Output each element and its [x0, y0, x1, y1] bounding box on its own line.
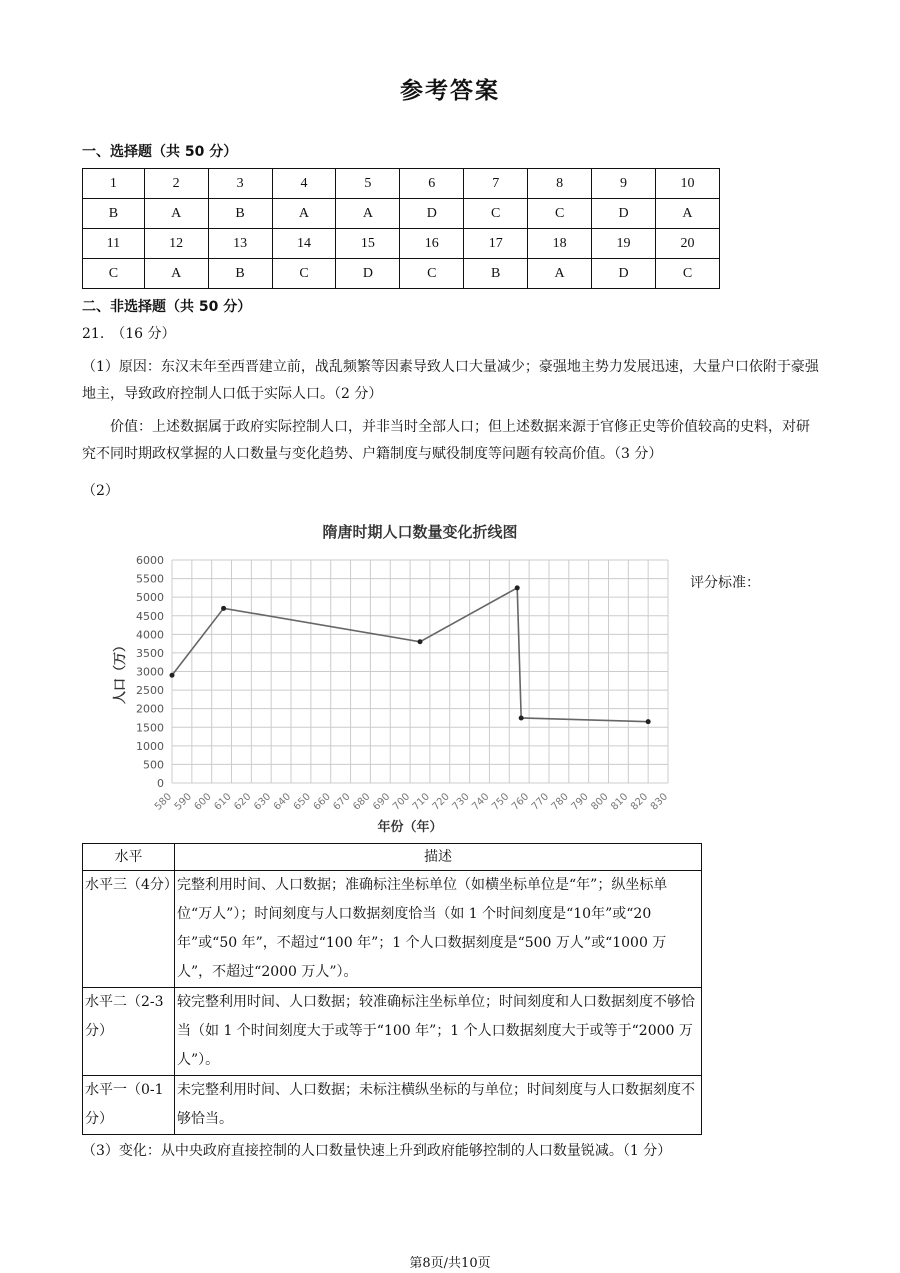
- x-tick-label: 590: [172, 791, 194, 813]
- answer-table-cell: B: [83, 199, 145, 229]
- x-tick-label: 640: [271, 791, 294, 813]
- answer-table-cell: 20: [655, 229, 719, 259]
- x-tick-label: 800: [589, 791, 611, 813]
- answer-paragraph-2: 价值：上述数据属于政府实际控制人口，并非当时全部人口；但上述数据来源于官修正史等价值较高的史料，对研究不同时期政权掌握的人口数量与变化趋势、户籍制度与赋役制度等问题有较高价值。（3 分）: [82, 419, 810, 462]
- y-tick-label: 4000: [136, 628, 164, 642]
- answer-table-cell: D: [336, 259, 400, 289]
- data-point: [418, 639, 423, 644]
- level-name: 水平二（2-3分）: [83, 988, 175, 1076]
- answer-table-cell: A: [272, 199, 336, 229]
- answer-table-cell: 3: [208, 169, 272, 199]
- level-description: 完整利用时间、人口数据；准确标注坐标单位（如横坐标单位是“年”；纵坐标单位“万人”）；时间刻度与人口数据刻度恰当（如 1 个时间刻度是“10年”或“20 年”或“50 年”，不超过“100 年”；1 个人口数据刻度是“500 万人”或“1000 万人”，不超过“2000 万人”）。: [175, 871, 702, 988]
- y-tick-label: 3000: [136, 665, 164, 679]
- x-tick-label: 610: [212, 791, 234, 813]
- data-point: [515, 585, 520, 590]
- answer-table-cell: 1: [83, 169, 145, 199]
- data-point: [170, 673, 175, 678]
- scoring-row: [83, 871, 702, 988]
- scoring-header-cell: 描述: [175, 844, 702, 871]
- line-chart: [100, 515, 680, 845]
- scoring-table: [82, 843, 702, 1135]
- answer-table-row: [83, 229, 720, 259]
- answer-table-cell: C: [464, 199, 528, 229]
- x-tick-label: 630: [252, 791, 274, 813]
- y-tick-label: 5000: [136, 591, 164, 605]
- answer-table-cell: 10: [655, 169, 719, 199]
- answer-table-cell: 2: [144, 169, 208, 199]
- answer-table-cell: 4: [272, 169, 336, 199]
- answer-table-cell: A: [528, 259, 592, 289]
- section-heading-choice: 一、选择题（共 50 分）: [82, 144, 238, 160]
- scoring-row: [83, 1076, 702, 1135]
- y-tick-label: 3500: [136, 646, 164, 660]
- data-point: [646, 719, 651, 724]
- x-tick-label: 680: [351, 791, 373, 813]
- answer-table-cell: D: [592, 199, 656, 229]
- answer-table-cell: C: [83, 259, 145, 289]
- answer-table-cell: D: [592, 259, 656, 289]
- answer-table-cell: C: [400, 259, 464, 289]
- page-title: 参考答案: [400, 78, 500, 104]
- x-tick-label: 580: [152, 791, 175, 813]
- data-point: [519, 715, 524, 720]
- answer-table-cell: C: [528, 199, 592, 229]
- answer-table-cell: 9: [592, 169, 656, 199]
- answer-table-cell: B: [464, 259, 528, 289]
- answer-table-cell: A: [655, 199, 719, 229]
- question-number: 21. （16 分）: [82, 326, 176, 342]
- answer-table-cell: 15: [336, 229, 400, 259]
- answer-table-cell: 5: [336, 169, 400, 199]
- y-tick-label: 500: [143, 758, 164, 772]
- x-tick-label: 600: [192, 791, 214, 813]
- answer-table-row: [83, 169, 720, 199]
- x-tick-label: 660: [311, 791, 333, 813]
- x-tick-label: 830: [648, 791, 671, 813]
- y-tick-label: 2500: [136, 684, 164, 698]
- chart-title: 隋唐时期人口数量变化折线图: [322, 523, 518, 541]
- answer-table-cell: 16: [400, 229, 464, 259]
- x-tick-label: 670: [331, 791, 353, 813]
- answer-table-cell: 14: [272, 229, 336, 259]
- y-tick-label: 5500: [136, 572, 164, 586]
- page-footer: 第8页/共10页: [409, 1256, 491, 1271]
- x-tick-label: 620: [232, 791, 254, 813]
- section-heading-nonchoice: 二、非选择题（共 50 分）: [82, 299, 252, 315]
- answer-table-cell: 8: [528, 169, 592, 199]
- answer-table: [82, 168, 720, 289]
- answer-table-row: [83, 259, 720, 289]
- answer-table-cell: 19: [592, 229, 656, 259]
- answer-table-cell: 11: [83, 229, 145, 259]
- answer-table-cell: 18: [528, 229, 592, 259]
- answer-table-row: [83, 199, 720, 229]
- x-tick-label: 710: [410, 791, 433, 813]
- y-tick-label: 4500: [136, 609, 164, 623]
- scoring-criteria-label: 评分标准：: [690, 575, 760, 591]
- answer-table-cell: 13: [208, 229, 272, 259]
- y-tick-label: 1500: [136, 721, 164, 735]
- x-tick-label: 820: [629, 791, 651, 813]
- level-name: 水平一（0-1分）: [83, 1076, 175, 1135]
- answer-table-cell: A: [336, 199, 400, 229]
- x-tick-label: 650: [291, 791, 314, 813]
- x-tick-label: 780: [549, 791, 571, 813]
- answer-table-cell: C: [272, 259, 336, 289]
- answer-paragraph-3: （2）: [82, 483, 119, 499]
- x-tick-label: 690: [371, 791, 393, 813]
- scoring-row: [83, 988, 702, 1076]
- scoring-table-header: [83, 844, 702, 871]
- answer-table-cell: 7: [464, 169, 528, 199]
- x-tick-label: 700: [390, 791, 413, 813]
- data-point: [221, 606, 226, 611]
- answer-paragraph-1: （1）原因：东汉末年至西晋建立前，战乱频繁等因素导致人口大量减少；豪强地主势力发展迅速，大量户口依附于豪强地主，导致政府控制人口低于实际人口。（2 分）: [82, 359, 819, 402]
- y-tick-label: 2000: [136, 702, 164, 716]
- x-tick-label: 760: [509, 791, 532, 813]
- level-description: 未完整利用时间、人口数据；未标注横纵坐标的与单位；时间刻度与人口数据刻度不够恰当。: [175, 1076, 702, 1135]
- answer-table-cell: B: [208, 199, 272, 229]
- y-tick-label: 1000: [136, 739, 164, 753]
- y-tick-label: 0: [157, 777, 164, 790]
- level-name: 水平三（4分）: [83, 871, 175, 988]
- x-tick-label: 740: [470, 791, 492, 813]
- x-tick-label: 750: [490, 791, 512, 813]
- answer-table-cell: 6: [400, 169, 464, 199]
- x-tick-label: 720: [430, 791, 452, 813]
- y-tick-label: 6000: [136, 554, 164, 567]
- x-tick-label: 730: [450, 791, 472, 813]
- scoring-header-cell: 水平: [83, 844, 175, 871]
- x-axis-label: 年份（年）: [377, 820, 443, 835]
- answer-table-cell: 17: [464, 229, 528, 259]
- answer-table-cell: A: [144, 199, 208, 229]
- answer-paragraph-4: （3）变化：从中央政府直接控制的人口数量快速上升到政府能够控制的人口数量锐减。（1 分）: [82, 1143, 672, 1159]
- x-tick-label: 790: [569, 791, 591, 813]
- answer-table-cell: D: [400, 199, 464, 229]
- answer-table-cell: C: [655, 259, 719, 289]
- x-tick-label: 810: [609, 791, 631, 813]
- level-description: 较完整利用时间、人口数据；较准确标注坐标单位；时间刻度和人口数据刻度不够恰当（如 1 个时间刻度大于或等于“100 年”；1 个人口数据刻度大于或等于“2000 万人”）。: [175, 988, 702, 1076]
- x-tick-label: 770: [529, 791, 552, 813]
- answer-table-cell: B: [208, 259, 272, 289]
- answer-table-cell: A: [144, 259, 208, 289]
- y-axis-label: 人口（万）: [113, 638, 128, 705]
- answer-table-cell: 12: [144, 229, 208, 259]
